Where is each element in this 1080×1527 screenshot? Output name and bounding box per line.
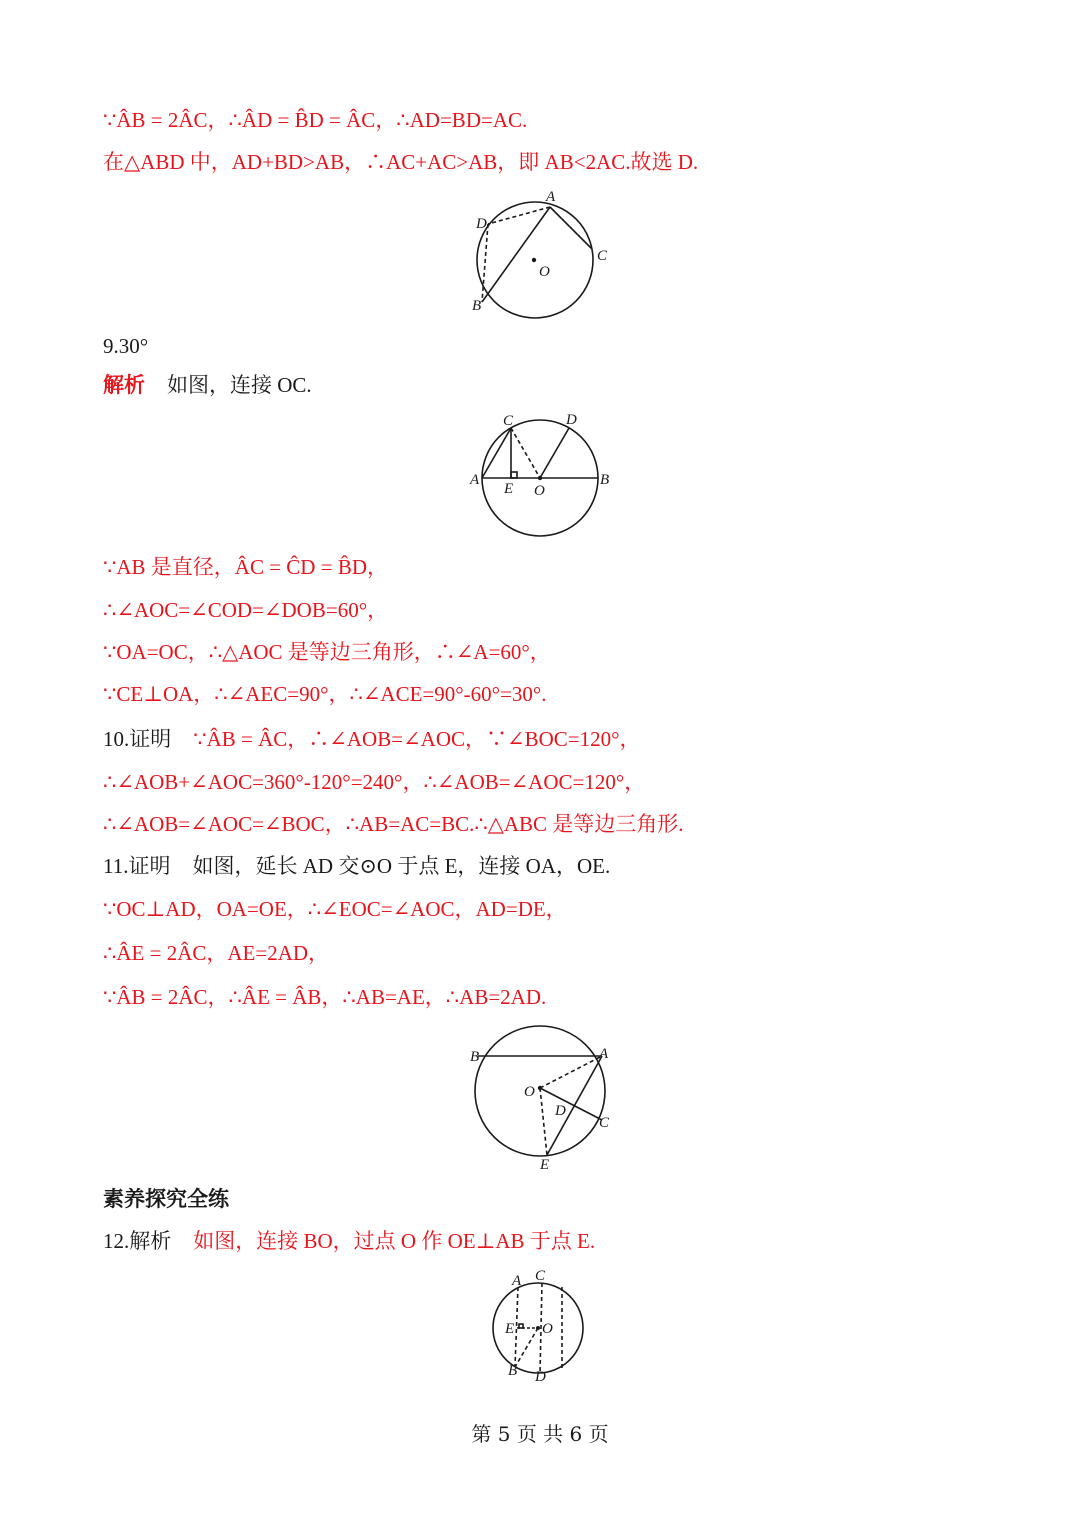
analysis-9-line xyxy=(103,372,312,398)
label-a: A xyxy=(599,1046,609,1062)
label-e: E xyxy=(504,481,514,497)
analysis-12-line xyxy=(103,1228,595,1254)
center-point-o xyxy=(538,476,542,480)
label-e: E xyxy=(505,1321,515,1337)
label-o: O xyxy=(524,1084,535,1100)
solution-9-line-1: ∵AB 是直径，ÂC = ĈD = B̂D， xyxy=(103,555,388,579)
figure-circle-aebc xyxy=(462,1020,622,1175)
chord-ab xyxy=(515,1287,518,1367)
figure-circle-abcd xyxy=(460,182,620,322)
label-a: A xyxy=(470,472,480,488)
segment-ac xyxy=(550,207,592,249)
segment-od xyxy=(540,428,569,478)
right-angle-mark xyxy=(519,1324,523,1328)
label-b: B xyxy=(470,1049,480,1065)
label-c: C xyxy=(597,248,608,264)
proof-11-line-4: ∵ÂB = 2ÂC，∴ÂE = ÂB，∴AB=AE，∴AB=2AD. xyxy=(103,985,547,1009)
section-heading-exploration: 素养探究全练 xyxy=(103,1187,229,1211)
label-c: C xyxy=(599,1115,610,1131)
label-d: D xyxy=(555,1103,566,1119)
center-point-o xyxy=(538,1086,542,1090)
label-b: B xyxy=(472,298,482,314)
solution-9-line-2: ∴∠AOC=∠COD=∠DOB=60°， xyxy=(103,598,389,622)
segment-oe xyxy=(540,1088,547,1155)
right-angle-mark xyxy=(511,472,517,478)
label-c: C xyxy=(503,413,514,429)
proof-10-line-3: ∴∠AOB=∠AOC=∠BOC，∴AB=AC=BC.∴△ABC 是等边三角形. xyxy=(103,812,684,836)
center-point-o xyxy=(532,258,536,262)
label-c: C xyxy=(535,1268,546,1284)
proof-11-text-1: 如图，延长 AD 交⊙O 于点 E，连接 OA，OE. xyxy=(192,854,611,878)
page-footer: 第 5 页 共 6 页 xyxy=(471,1422,609,1446)
proof-11-line-2: ∵OC⊥AD，OA=OE，∴∠EOC=∠AOC，AD=DE， xyxy=(103,897,567,921)
label-b: B xyxy=(600,472,610,488)
solution-9-line-4: ∵CE⊥OA，∴∠AEC=90°，∴∠ACE=90°-60°=30°. xyxy=(103,682,547,706)
proof-10-label: 10.证明 xyxy=(103,727,172,751)
figure-circle-parallel-chords xyxy=(490,1265,600,1385)
label-o: O xyxy=(539,264,550,280)
solution-9-line-3: ∵OA=OC，∴△AOC 是等边三角形，∴∠A=60°， xyxy=(103,640,551,664)
analysis-12-text: 如图，连接 BO，过点 O 作 OE⊥AB 于点 E. xyxy=(193,1229,596,1253)
label-d: D xyxy=(476,216,487,232)
analysis-9-text: 如图，连接 OC. xyxy=(167,373,312,397)
proof-11-label: 11.证明 xyxy=(103,854,171,878)
proof-11-line-3: ∴ÂE = 2ÂC，AE=2AD， xyxy=(103,941,330,965)
analysis-12-number: 12.解析 xyxy=(103,1229,172,1253)
solution-8-line-1: ∵ÂB = 2ÂC，∴ÂD = B̂D = ÂC，∴AD=BD=AC. xyxy=(103,108,528,132)
center-point-o xyxy=(536,1326,540,1330)
label-b: B xyxy=(508,1363,518,1379)
analysis-label: 解析 xyxy=(103,373,145,397)
segment-oc xyxy=(511,428,540,478)
segment-oc xyxy=(540,1088,602,1120)
segment-ac xyxy=(482,428,511,478)
label-o: O xyxy=(534,483,545,499)
label-o: O xyxy=(542,1321,553,1337)
label-d: D xyxy=(566,412,577,428)
label-a: A xyxy=(546,189,556,205)
segment-ob xyxy=(515,1328,538,1367)
proof-10-line-2: ∴∠AOB+∠AOC=360°-120°=240°，∴∠AOB=∠AOC=120°， xyxy=(103,770,646,794)
proof-10-text-1: ∵ÂB = ÂC，∴∠AOB=∠AOC，∵∠BOC=120°， xyxy=(193,727,641,751)
label-a: A xyxy=(512,1273,522,1289)
solution-8-line-2: 在△ABD 中，AD+BD>AB，∴AC+AC>AB，即 AB<2AC.故选 D. xyxy=(103,150,699,174)
label-d: D xyxy=(535,1369,546,1385)
answer-9-heading: 9.30° xyxy=(103,334,149,358)
proof-10-line-1 xyxy=(103,726,641,752)
figure-semicircle-diameter-ab xyxy=(465,408,625,543)
label-e: E xyxy=(540,1157,550,1173)
proof-11-line-1 xyxy=(103,853,610,879)
